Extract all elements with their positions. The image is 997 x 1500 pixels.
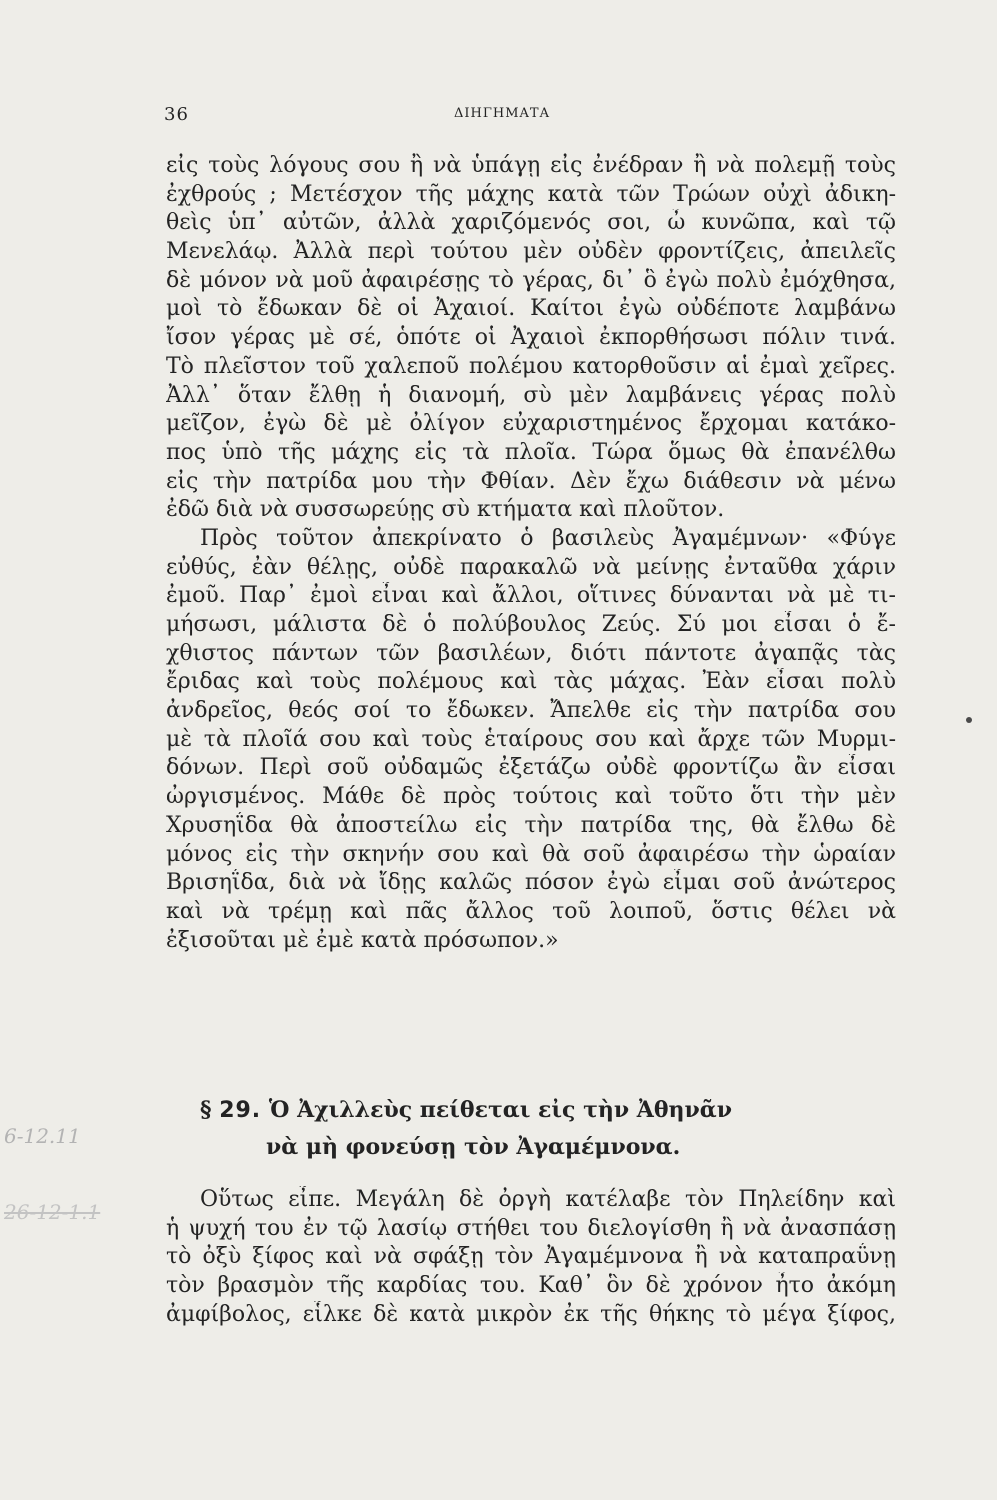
text-line: εἰς τοὺς λόγους σου ἢ νὰ ὑπάγῃ εἰς ἐνέδραν ἢ νὰ πολεμῇ τοὺς [166, 153, 896, 178]
text-line: ἐξισοῦται μὲ ἐμὲ κατὰ πρόσωπον.» [166, 927, 559, 953]
text-line: Τὸ πλεῖστον τοῦ χαλεποῦ πολέμου κατορθοῦσιν αἱ ἐμαὶ χεῖρες. [166, 353, 896, 379]
text-line: ἀνδρεῖος, θεός σοί το ἔδωκεν. Ἄπελθε εἰς τὴν πατρίδα σου [166, 698, 896, 724]
section-number: 29. [219, 1098, 262, 1123]
text-line: μεῖζον, ἐγὼ δὲ μὲ ὀλίγον εὐχαριστημένος ἔρχομαι κατάκο- [166, 411, 896, 437]
running-head [164, 104, 884, 128]
text-line: ὠργισμένος. Μάθε δὲ πρὸς τούτοις καὶ τοῦτο ὅτι τὴν μὲν [166, 784, 896, 810]
text-line: Ἀλλ᾿ ὅταν ἔλθῃ ἡ διανομή, σὺ μὲν λαμβάνεις γέρας πολὺ [166, 382, 896, 408]
section-title-line-2 [200, 1129, 880, 1165]
text-line: θεὶς ὑπ᾿ αὐτῶν, ἀλλὰ χαριζόμενός σοι, ὦ κυνῶπα, καὶ τῷ [166, 210, 896, 236]
text-line: Οὕτως εἶπε. Μεγάλη δὲ ὀργὴ κατέλαβε τὸν Πηλείδην καὶ [200, 1187, 896, 1212]
text-line: Χρυσηΐδα θὰ ἀποστείλω εἰς τὴν πατρίδα της, θὰ ἔλθω δὲ [166, 812, 896, 838]
text-line: ἡ ψυχή του ἐν τῷ λασίῳ στήθει του διελογίσθη ἢ νὰ ἀνασπάσῃ [166, 1215, 896, 1241]
text-line: τὸ ὀξὺ ξίφος καὶ νὰ σφάξῃ τὸν Ἀγαμέμνονα ἢ νὰ καταπραΰνῃ [166, 1244, 896, 1270]
margin-dot [966, 717, 972, 723]
running-title: ΔΙΗΓΗΜΑΤΑ [454, 106, 550, 121]
text-line: εἰς τὴν πατρίδα μου τὴν Φθίαν. Δὲν ἔχω διάθεσιν νὰ μένω [166, 468, 896, 494]
text-line: Βρισηΐδα, διὰ νὰ ἴδῃς καλῶς πόσον ἐγὼ εἶμαι σοῦ ἀνώτερος [166, 870, 896, 896]
text-line: μήσωσι, μάλιστα δὲ ὁ πολύβουλος Ζεύς. Σύ μοι εἶσαι ὁ ἔ- [166, 612, 896, 637]
section-title-text-2: νὰ μὴ φονεύσῃ τὸν Ἀγαμέμνονα. [266, 1134, 681, 1160]
section-heading [200, 1092, 880, 1165]
body-text [166, 152, 896, 955]
text-line: τὸν βρασμὸν τῆς καρδίας του. Καθ᾿ ὃν δὲ χρόνον ἦτο ἀκόμη [166, 1273, 896, 1299]
text-line: πος ὑπὸ τῆς μάχης εἰς τὰ πλοῖα. Τώρα ὅμως θὰ ἐπανέλθω [166, 439, 896, 465]
section-symbol: § [200, 1097, 212, 1123]
section-title-text-1: Ὁ Ἀχιλλεὺς πείθεται εἰς τὴν Ἀθηνᾶν [268, 1097, 732, 1123]
text-line: δόνων. Περὶ σοῦ οὐδαμῶς ἐξετάζω οὐδὲ φροντίζω ἂν εἶσαι [166, 755, 896, 781]
text-line: μόνος εἰς τὴν σκηνήν σου καὶ θὰ σοῦ ἀφαιρέσω τὴν ὡραίαν [166, 841, 896, 867]
text-line: καὶ νὰ τρέμῃ καὶ πᾶς ἄλλος τοῦ λοιποῦ, ὅστις θέλει νὰ [166, 898, 896, 924]
text-line: Μενελάῳ. Ἀλλὰ περὶ τούτου μὲν οὐδὲν φροντίζεις, ἀπειλεῖς [166, 239, 896, 265]
text-line: ἔριδας καὶ τοὺς πολέμους καὶ τὰς μάχας. Ἐὰν εἶσαι πολὺ [166, 669, 896, 695]
section-body-text [166, 1186, 896, 1329]
text-line: ἐδῶ διὰ νὰ συσσωρεύῃς σὺ κτήματα καὶ πλοῦτον. [166, 497, 725, 523]
section-title-line-1 [200, 1092, 880, 1129]
text-line: ἐμοῦ. Παρ᾿ ἐμοὶ εἶναι καὶ ἄλλοι, οἵτινες δύνανται νὰ μὲ τι- [166, 583, 896, 609]
text-line: μοὶ τὸ ἔδωκαν δὲ οἱ Ἀχαιοί. Καίτοι ἐγὼ οὐδέποτε λαμβάνω [166, 296, 896, 322]
text-line: ἐχθρούς ; Μετέσχον τῆς μάχης κατὰ τῶν Τρώων οὐχὶ ἀδικη- [166, 181, 896, 207]
text-line: εὐθύς, ἐὰν θέλῃς, οὐδὲ παρακαλῶ νὰ μείνῃς ἐνταῦθα χάριν [166, 554, 896, 580]
margin-annotation: 6-12.11 [4, 1124, 81, 1148]
margin-annotation: 26-12-1.1 [4, 1200, 101, 1224]
page-number: 36 [164, 104, 189, 125]
text-line: μὲ τὰ πλοῖά σου καὶ τοὺς ἑταίρους σου καὶ ἄρχε τῶν Μυρμι- [166, 726, 896, 752]
text-line: Πρὸς τοῦτον ἀπεκρίνατο ὁ βασιλεὺς Ἀγαμέμνων· «Φύγε [200, 525, 896, 551]
text-line: ἴσον γέρας μὲ σέ, ὁπότε οἱ Ἀχαιοὶ ἐκπορθήσωσι πόλιν τινά. [166, 325, 896, 351]
text-line: ἀμφίβολος, εἷλκε δὲ κατὰ μικρὸν ἐκ τῆς θήκης τὸ μέγα ξίφος, [166, 1301, 896, 1327]
text-line: χθιστος πάντων τῶν βασιλέων, διότι πάντοτε ἀγαπᾷς τὰς [166, 640, 896, 666]
text-line: δὲ μόνον νὰ μοῦ ἀφαιρέσῃς τὸ γέρας, δι᾿ ὃ ἐγὼ πολὺ ἐμόχθησα, [166, 267, 896, 293]
